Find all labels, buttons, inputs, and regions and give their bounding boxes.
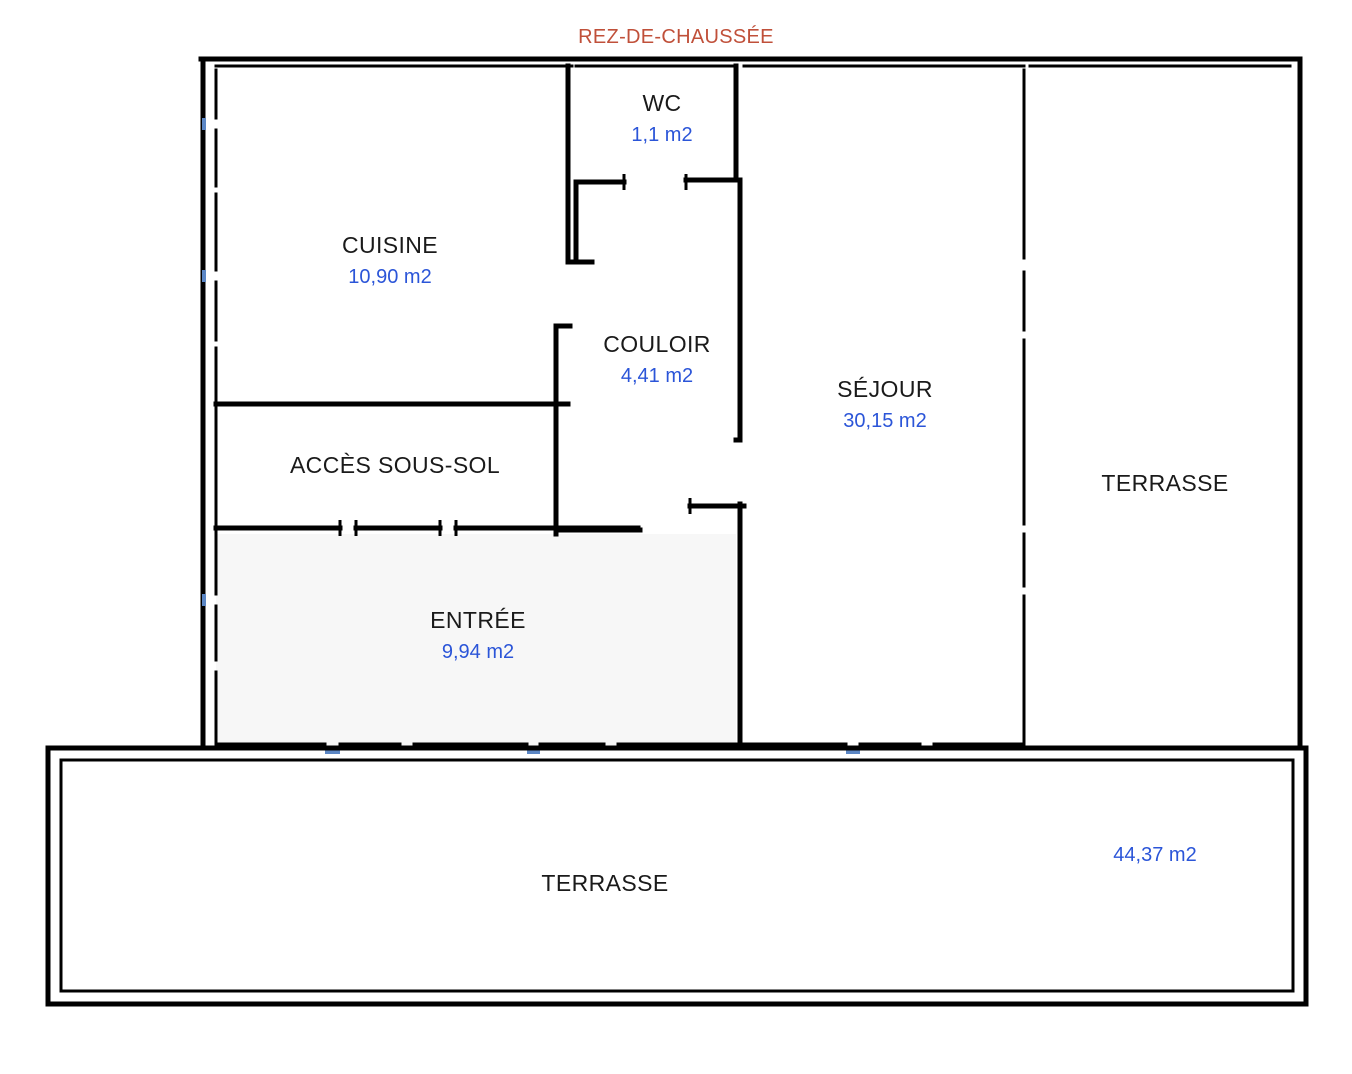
room-area: 10,90 m2	[348, 266, 432, 288]
room-area: 1,1 m2	[631, 124, 693, 146]
room-label-terrasse-sud-area	[1113, 838, 1196, 870]
room-name: TERRASSE	[1101, 470, 1229, 496]
room-area: 9,94 m2	[441, 641, 515, 663]
room-label-entree	[430, 605, 526, 667]
room-label-sejour	[837, 374, 933, 436]
room-label-terrasse-sud	[541, 868, 668, 900]
room-name: CUISINE	[341, 232, 439, 258]
room-area: 4,41 m2	[620, 365, 694, 387]
room-name: WC	[642, 90, 682, 116]
room-name: SÉJOUR	[837, 376, 933, 402]
room-label-terrasse-est	[1101, 468, 1228, 500]
room-label-couloir	[603, 329, 711, 391]
room-area: 30,15 m2	[843, 410, 927, 432]
room-label-cuisine	[342, 230, 438, 292]
room-name: COULOIR	[603, 331, 711, 357]
room-label-acces-sous-sol	[290, 450, 500, 482]
room-area: 44,37 m2	[1113, 844, 1197, 866]
room-name: ENTRÉE	[430, 607, 526, 633]
room-name: ACCÈS SOUS-SOL	[289, 452, 501, 478]
room-name: TERRASSE	[541, 870, 669, 896]
room-label-wc	[631, 88, 692, 150]
page-title: REZ-DE-CHAUSSÉE	[578, 26, 774, 48]
